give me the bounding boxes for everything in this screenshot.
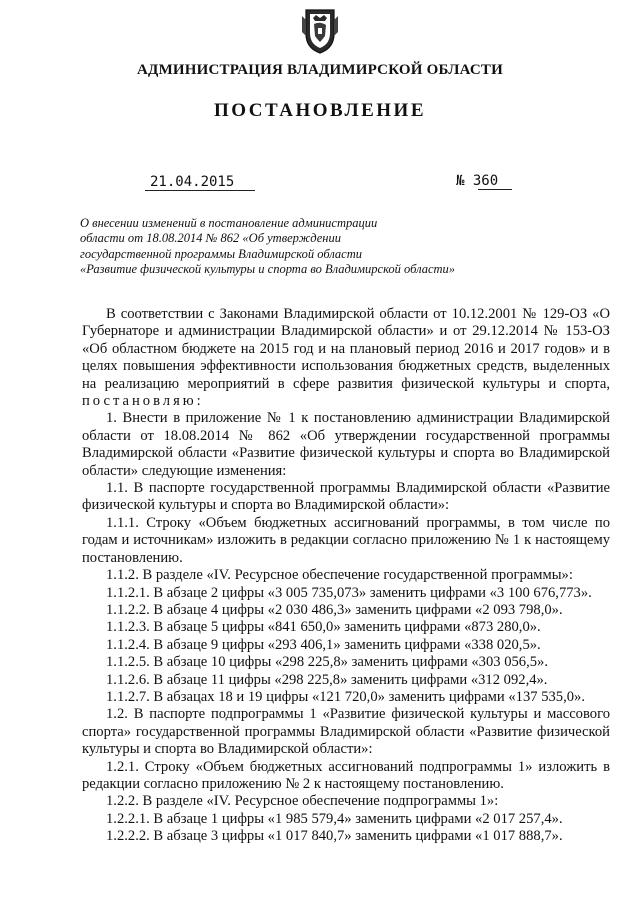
organization-name: АДМИНИСТРАЦИЯ ВЛАДИМИРСКОЙ ОБЛАСТИ — [137, 62, 503, 78]
subject-line: «Развитие физической культуры и спорта во Владимирской области» — [80, 261, 456, 276]
body-paragraph: 1.2. В паспорте подпрограммы 1 «Развитие физической культуры и массового спорта» государственной программы Владимирской области «Развитие физической культуры и спорта во Владимирской области»: — [82, 706, 610, 758]
document-body — [82, 306, 610, 846]
body-paragraph: 1.1.1. Строку «Объем бюджетных ассигнований программы, в том числе по годам и источникам» изложить в редакции согласно приложению № 1 к настоящему постановлению. — [82, 514, 610, 566]
date-underline — [145, 190, 255, 191]
preamble-paragraph — [82, 306, 610, 410]
body-paragraph: 1.1.2.5. В абзаце 10 цифры «298 225,8» заменить цифрами «303 056,5». — [106, 654, 548, 671]
body-paragraph: 1.1. В паспорте государственной программы Владимирской области «Развитие физической культуры и спорта во Владимирской области»: — [82, 480, 610, 514]
subject-line: области от 18.08.2014 № 862 «Об утверждении — [80, 231, 341, 246]
body-paragraph: 1.1.2.4. В абзаце 9 цифры «293 406,1» заменить цифрами «338 020,5». — [106, 636, 541, 653]
body-paragraph: 1.2.1. Строку «Объем бюджетных ассигнований подпрограммы 1» изложить в редакции согласно приложению № 2 к настоящему постановлению. — [82, 758, 610, 792]
body-paragraph: 1.1.2.3. В абзаце 5 цифры «841 650,0» заменить цифрами «873 280,0». — [106, 619, 541, 636]
decree-word: постановляю: — [82, 393, 204, 410]
document-date: 21.04.2015 — [150, 174, 235, 190]
body-paragraph: 1.1.2.6. В абзаце 11 цифры «298 225,8» заменить цифрами «312 092,4». — [106, 671, 548, 688]
subject-line: О внесении изменений в постановление администрации — [80, 216, 378, 230]
document-subject — [80, 216, 500, 277]
preamble-text: В соответствии с Законами Владимирской области от 10.12.2001 № 129-ОЗ «О Губернаторе и администрации Владимирской области» и от 29.12.2014 № 153-ОЗ «Об областном бюджете на 2015 год и на плановый период 2016 и 2017 годов» и в целях повышения эффективности использования бюджетных средств, выделенных на реализацию мероприятий в сфере развития физической культуры и спорта, — [82, 306, 610, 392]
body-paragraph: 1.2.2.1. В абзаце 1 цифры «1 985 579,4» заменить цифрами «2 017 257,4». — [106, 810, 563, 827]
body-paragraph: 1.2.2. В разделе «IV. Ресурсное обеспечение подпрограммы 1»: — [106, 793, 499, 810]
subject-line: государственной программы Владимирской области — [80, 246, 362, 261]
document-number — [456, 173, 498, 189]
number-underline — [478, 189, 512, 190]
body-paragraph: 1. Внести в приложение № 1 к постановлению администрации Владимирской области от 18.08.2014 № 862 «Об утверждении государственной программы Владимирской области «Развитие физической культуры и спорта во Владимирской области» следующие изменения: — [82, 410, 610, 479]
number-value: 360 — [472, 173, 499, 189]
body-paragraph: 1.1.2.1. В абзаце 2 цифры «3 005 735,073» заменить цифрами «3 100 676,773». — [106, 584, 592, 601]
body-paragraph: 1.1.2.7. В абзацах 18 и 19 цифры «121 720,0» заменить цифрами «137 535,0». — [106, 688, 585, 705]
body-paragraph: 1.2.2.2. В абзаце 3 цифры «1 017 840,7» заменить цифрами «1 017 888,7». — [106, 828, 563, 845]
number-label: № — [456, 173, 465, 189]
body-paragraph: 1.1.2. В разделе «IV. Ресурсное обеспечение государственной программы»: — [106, 567, 573, 584]
body-paragraph: 1.1.2.2. В абзаце 4 цифры «2 030 486,3» заменить цифрами «2 093 798,0». — [106, 601, 563, 618]
coat-of-arms-icon — [300, 6, 340, 56]
document-type-title: ПОСТАНОВЛЕНИЕ — [213, 100, 427, 121]
